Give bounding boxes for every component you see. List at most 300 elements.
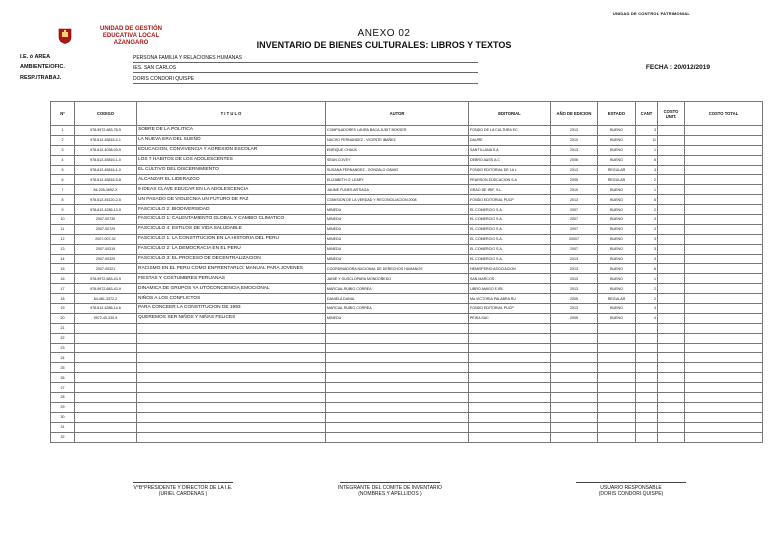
row-costo-unit <box>658 313 685 323</box>
row-cant <box>636 323 658 333</box>
row-anio <box>551 422 598 432</box>
row-autor <box>326 323 469 333</box>
row-titulo <box>137 393 326 403</box>
row-costo-total <box>685 383 763 393</box>
col-header-autor: AUTOR <box>326 102 469 126</box>
row-number: 23 <box>51 343 75 353</box>
row-number: 22 <box>51 333 75 343</box>
row-autor <box>326 422 469 432</box>
fecha-label: FECHA : 20/012/2019 <box>645 64 710 71</box>
row-number: 19 <box>51 304 75 314</box>
row-estado: BUENO <box>598 304 636 314</box>
row-number: 6 <box>51 175 75 185</box>
row-codigo: 2007-007-32 <box>75 234 137 244</box>
table-row <box>51 175 763 185</box>
row-number: 13 <box>51 244 75 254</box>
table-row <box>51 145 763 155</box>
row-costo-total <box>685 274 763 284</box>
row-number: 3 <box>51 145 75 155</box>
row-titulo: EL CULTIVO DEL DISCERNIMIENTO <box>137 165 326 175</box>
row-number: 16 <box>51 274 75 284</box>
table-row <box>51 215 763 225</box>
row-cant: 2 <box>636 175 658 185</box>
row-costo-total <box>685 432 763 442</box>
row-costo-total <box>685 323 763 333</box>
row-editorial <box>469 402 551 412</box>
row-autor <box>326 432 469 442</box>
row-codigo <box>75 323 137 333</box>
table-row <box>51 264 763 274</box>
row-estado: BUENO <box>598 145 636 155</box>
row-estado <box>598 383 636 393</box>
row-codigo: 9972-40-330-9 <box>75 313 137 323</box>
row-titulo: FASCICULO 1: LA CONSTITUCION EN LA HISTORIA DEL PERU <box>137 234 326 244</box>
row-editorial: SAN MARCOS <box>469 274 551 284</box>
row-anio: 2007 <box>551 205 598 215</box>
row-costo-total <box>685 343 763 353</box>
row-editorial: FONDO EDITORIAL PUCP <box>469 195 551 205</box>
row-cant: 2 <box>636 284 658 294</box>
table-row <box>51 254 763 264</box>
row-titulo <box>137 333 326 343</box>
row-costo-unit <box>658 165 685 175</box>
row-codigo <box>75 353 137 363</box>
row-editorial <box>469 383 551 393</box>
row-autor <box>326 412 469 422</box>
row-cant: 3 <box>636 234 658 244</box>
row-anio: 2013 <box>551 274 598 284</box>
table-row <box>51 383 763 393</box>
row-estado: REGULAR <box>598 175 636 185</box>
row-number: 8 <box>51 195 75 205</box>
row-titulo <box>137 422 326 432</box>
row-number: 7 <box>51 185 75 195</box>
responsable-label: RESP./TRABAJ. <box>20 75 62 81</box>
row-number: 1 <box>51 126 75 136</box>
row-editorial: HEMISFERIO ASOCIACION <box>469 264 551 274</box>
row-autor: COORDINADORA NACIONAL DE DERECHOS HUMANOS <box>326 264 469 274</box>
row-estado: REGULAR <box>598 165 636 175</box>
row-costo-total <box>685 393 763 403</box>
row-anio <box>551 343 598 353</box>
inventory-table <box>50 101 763 443</box>
row-number: 5 <box>51 165 75 175</box>
row-anio: 2013 <box>551 165 598 175</box>
row-anio: 2005 <box>551 175 598 185</box>
row-autor: COMISION DE LA VERDAD Y RECONCILIACION 2008 <box>326 195 469 205</box>
row-editorial: EL COMERCIO S.A. <box>469 224 551 234</box>
row-autor: NACHO FERNANDEZ - VICENTE IBAÑEZ <box>326 135 469 145</box>
row-costo-total <box>685 422 763 432</box>
row-cant: 3 <box>636 224 658 234</box>
row-estado <box>598 393 636 403</box>
row-cant <box>636 363 658 373</box>
row-titulo <box>137 343 326 353</box>
ie-value: PERSONA FAMILIA Y RELACIONES HUMANAS <box>133 55 478 63</box>
row-anio <box>551 393 598 403</box>
row-codigo: 978-9972-683-43-9 <box>75 284 137 294</box>
table-row <box>51 135 763 145</box>
row-number: 25 <box>51 363 75 373</box>
row-editorial <box>469 422 551 432</box>
row-editorial: EL COMERCIO S.A. <box>469 234 551 244</box>
row-anio <box>551 432 598 442</box>
row-estado: BUENO <box>598 126 636 136</box>
row-editorial: FONDO DE LA CULTURA EC <box>469 126 551 136</box>
row-estado: BUENO <box>598 264 636 274</box>
row-titulo <box>137 432 326 442</box>
row-costo-unit <box>658 343 685 353</box>
row-codigo <box>75 343 137 353</box>
row-titulo <box>137 373 326 383</box>
row-titulo: FASCICULO 2: LA DEMOCRACIA EN EL PERU <box>137 244 326 254</box>
row-codigo: 2007-00730 <box>75 215 137 225</box>
row-anio: 2010 <box>551 185 598 195</box>
row-editorial: EL COMERCIO S.A. <box>469 205 551 215</box>
row-anio: 2010 <box>551 135 598 145</box>
row-anio: 20007 <box>551 234 598 244</box>
row-editorial: FONDO EDITORIAL PUCP <box>469 304 551 314</box>
row-codigo <box>75 383 137 393</box>
row-costo-unit <box>658 205 685 215</box>
row-number: 32 <box>51 432 75 442</box>
logo-line-2: EDUCATIVA LOCAL <box>102 33 160 39</box>
annex-title: ANEXO 02 <box>357 28 411 39</box>
row-autor: SUSANA FERNANDEZ - GONZALO GAMIO <box>326 165 469 175</box>
responsable-value: DORIS CONDORI QUISPE <box>133 76 478 84</box>
row-anio: 2013 <box>551 145 598 155</box>
row-editorial: GRAO DE IRIF, S.L. <box>469 185 551 195</box>
row-number: 12 <box>51 234 75 244</box>
table-row <box>51 333 763 343</box>
row-estado <box>598 422 636 432</box>
row-costo-total <box>685 402 763 412</box>
row-number: 28 <box>51 393 75 403</box>
row-costo-total <box>685 254 763 264</box>
table-row <box>51 284 763 294</box>
logo-line-3: AZANGARO <box>113 40 149 46</box>
row-anio: 2013 <box>551 304 598 314</box>
row-editorial: Ma VICTORIA PALABRA RU <box>469 294 551 304</box>
row-anio: 2007 <box>551 244 598 254</box>
row-costo-unit <box>658 363 685 373</box>
row-estado <box>598 432 636 442</box>
row-costo-unit <box>658 373 685 383</box>
row-costo-unit <box>658 323 685 333</box>
col-header-costo-total: COSTO TOTAL <box>685 102 763 126</box>
row-titulo: NIÑOS A LOS CONFLICTOS <box>137 294 326 304</box>
row-titulo <box>137 353 326 363</box>
row-costo-total <box>685 304 763 314</box>
signature-usuario <box>566 482 696 497</box>
row-autor: JAUME FUNES ARTIAGA <box>326 185 469 195</box>
row-anio <box>551 402 598 412</box>
col-header-num: Nº <box>51 102 75 126</box>
row-cant <box>636 333 658 343</box>
row-costo-unit <box>658 244 685 254</box>
row-editorial: LIBRO AMIGO E.IRL <box>469 284 551 294</box>
row-estado: BUENO <box>598 313 636 323</box>
row-estado <box>598 412 636 422</box>
row-autor: MINEDU <box>326 215 469 225</box>
row-cant: 6 <box>636 264 658 274</box>
row-number: 24 <box>51 353 75 363</box>
row-anio: 2006 <box>551 155 598 165</box>
row-anio <box>551 363 598 373</box>
row-editorial: FONDO EDITORIAL DE LA L <box>469 165 551 175</box>
row-codigo: 84-205-3692-X <box>75 185 137 195</box>
row-number: 26 <box>51 373 75 383</box>
row-cant: 6 <box>636 195 658 205</box>
row-cant <box>636 383 658 393</box>
row-editorial: EL COMERCIO S.A. <box>469 215 551 225</box>
row-titulo: 9 IDEAS CLAVE EDUCAR EN LA ADOLESCENCIA <box>137 185 326 195</box>
table-row <box>51 165 763 175</box>
row-autor <box>326 353 469 363</box>
row-anio <box>551 333 598 343</box>
row-costo-total <box>685 165 763 175</box>
row-cant <box>636 422 658 432</box>
row-titulo: LOS 7 HABITOS DE LOS ADOLESCENTES <box>137 155 326 165</box>
table-row <box>51 432 763 442</box>
row-editorial <box>469 323 551 333</box>
row-costo-total <box>685 313 763 323</box>
row-editorial <box>469 353 551 363</box>
signature-comite <box>320 482 460 497</box>
row-editorial: SANTILLANA S.A <box>469 145 551 155</box>
row-estado <box>598 343 636 353</box>
row-estado: BUENO <box>598 155 636 165</box>
row-cant: 11 <box>636 135 658 145</box>
row-costo-total <box>685 175 763 185</box>
row-anio: 2013 <box>551 126 598 136</box>
row-cant: 4 <box>636 304 658 314</box>
row-costo-total <box>685 195 763 205</box>
row-autor: MARCIAL RUBIO CORREA <box>326 284 469 294</box>
row-anio <box>551 383 598 393</box>
row-costo-total <box>685 145 763 155</box>
row-titulo: FASCICULO 2: BIODIVERSIDAD <box>137 205 326 215</box>
row-codigo: 2007-00319 <box>75 244 137 254</box>
row-titulo: EDUCACION, CONVIVENCIA Y AGRESION ESCOLAR <box>137 145 326 155</box>
row-anio: 2013 <box>551 264 598 274</box>
row-cant: 3 <box>636 254 658 264</box>
row-number: 4 <box>51 155 75 165</box>
row-cant <box>636 402 658 412</box>
row-anio: 2005 <box>551 294 598 304</box>
row-costo-total <box>685 333 763 343</box>
row-anio: 2005 <box>551 313 598 323</box>
table-row <box>51 224 763 234</box>
unit-label: UNIDAD DE CONTROL PATRIMONIAL <box>612 11 690 16</box>
row-codigo <box>75 412 137 422</box>
row-titulo: LA NUEVA ERA DEL SUEÑO <box>137 135 326 145</box>
row-titulo <box>137 402 326 412</box>
row-number: 31 <box>51 422 75 432</box>
row-costo-unit <box>658 274 685 284</box>
logo-line-1: UNIDAD DE GESTIÓN <box>99 26 162 32</box>
row-codigo <box>75 373 137 383</box>
row-titulo <box>137 363 326 373</box>
row-editorial: EL COMERCIO S.A. <box>469 244 551 254</box>
row-autor <box>326 383 469 393</box>
row-costo-unit <box>658 304 685 314</box>
row-number: 15 <box>51 264 75 274</box>
row-cant <box>636 412 658 422</box>
signature-comite-title: INTEGRANTE DEL COMITE DE INVENTARIO <box>338 485 442 491</box>
table-row <box>51 155 763 165</box>
row-costo-unit <box>658 294 685 304</box>
row-number: 2 <box>51 135 75 145</box>
col-header-cant: CANT <box>636 102 658 126</box>
row-estado: BUENO <box>598 234 636 244</box>
table-row <box>51 363 763 373</box>
row-number: 29 <box>51 402 75 412</box>
row-estado <box>598 353 636 363</box>
row-estado: REGULAR <box>598 294 636 304</box>
row-codigo <box>75 402 137 412</box>
table-row <box>51 412 763 422</box>
row-titulo: SOBRE DE LA POLITICA <box>137 126 326 136</box>
col-header-codigo: CODIGO <box>75 102 137 126</box>
row-costo-total <box>685 373 763 383</box>
row-autor: JANIE Y GUSCLOPARA MONDOÑEDO <box>326 274 469 284</box>
row-codigo: 978-612-4286-13-9 <box>75 205 137 215</box>
row-number: 20 <box>51 313 75 323</box>
row-titulo: FIESTAS Y COSTUMBRES PERUANAS <box>137 274 326 284</box>
row-costo-unit <box>658 412 685 422</box>
table-row <box>51 126 763 136</box>
row-cant: 1 <box>636 145 658 155</box>
row-costo-unit <box>658 284 685 294</box>
row-estado <box>598 373 636 383</box>
row-estado <box>598 363 636 373</box>
row-estado: BUENO <box>598 284 636 294</box>
row-codigo: 978-612-4286-14-6 <box>75 304 137 314</box>
row-titulo: DINAMICA DE GRUPOS YA UTOCONCIENCIA EMOCIONAL <box>137 284 326 294</box>
table-row <box>51 195 763 205</box>
row-costo-total <box>685 224 763 234</box>
row-titulo: QUEREMOS SER NIÑOS Y NIÑAS FELICES <box>137 313 326 323</box>
row-editorial <box>469 363 551 373</box>
row-codigo: 2007-00729 <box>75 224 137 234</box>
row-costo-unit <box>658 224 685 234</box>
row-autor: SEAN COVEY <box>326 155 469 165</box>
row-costo-unit <box>658 264 685 274</box>
row-costo-total <box>685 234 763 244</box>
table-row <box>51 353 763 363</box>
row-costo-total <box>685 215 763 225</box>
row-autor: ENRIQUE CHAUX <box>326 145 469 155</box>
row-cant <box>636 432 658 442</box>
table-row <box>51 205 763 215</box>
row-editorial: PEARSON EUDCACION S.A <box>469 175 551 185</box>
signature-usuario-name: (DORIS CONDORI QUISPE) <box>598 491 664 497</box>
row-editorial: PEISA SAC <box>469 313 551 323</box>
row-codigo: 84-481-3372-2 <box>75 294 137 304</box>
row-costo-total <box>685 412 763 422</box>
col-header-estado: ESTADO <box>598 102 636 126</box>
row-titulo: RACISMO EN EL PERU COMO ENFRENTARLO: MANUAL PARA JOVENES <box>137 264 326 274</box>
row-costo-unit <box>658 254 685 264</box>
row-number: 10 <box>51 215 75 225</box>
row-costo-unit <box>658 422 685 432</box>
row-number: 21 <box>51 323 75 333</box>
table-row <box>51 343 763 353</box>
row-anio <box>551 373 598 383</box>
row-autor: COMPILADORES LAURA BACA JUDIT BOKSER <box>326 126 469 136</box>
row-estado <box>598 323 636 333</box>
table-row <box>51 402 763 412</box>
row-codigo <box>75 393 137 403</box>
row-estado: BUENO <box>598 205 636 215</box>
row-autor: MINEDU <box>326 205 469 215</box>
ambiente-label: AMBIENTE/OFIC. <box>20 64 65 70</box>
row-cant: 4 <box>636 313 658 323</box>
row-estado <box>598 333 636 343</box>
row-autor <box>326 363 469 373</box>
row-cant: 3 <box>636 126 658 136</box>
table-row <box>51 304 763 314</box>
row-codigo: 978-612-45816-5-8 <box>75 175 137 185</box>
row-estado <box>598 402 636 412</box>
row-titulo <box>137 323 326 333</box>
row-editorial <box>469 412 551 422</box>
row-number: 17 <box>51 284 75 294</box>
signature-director-name: (URIEL CARDENAS ) <box>158 491 208 497</box>
signature-usuario-title: USUARIO RESPONSABLE <box>600 485 662 491</box>
row-codigo: 978-612-4038-03-9 <box>75 145 137 155</box>
row-titulo: PARA CONCEER LA CONSTITUCION DE 1993 <box>137 304 326 314</box>
row-codigo <box>75 432 137 442</box>
row-number: 11 <box>51 224 75 234</box>
row-cant: 3 <box>636 215 658 225</box>
row-costo-unit <box>658 432 685 442</box>
row-autor: MINEDU <box>326 234 469 244</box>
row-titulo: FASCICULO 1: CALENTAMIENTO GLOBAL Y CAMBIO CLIMATICO <box>137 215 326 225</box>
row-estado: BUENO <box>598 215 636 225</box>
col-header-anio: AÑO DE EDICION <box>551 102 598 126</box>
table-row <box>51 294 763 304</box>
table-row <box>51 185 763 195</box>
row-cant <box>636 343 658 353</box>
row-anio <box>551 412 598 422</box>
row-costo-total <box>685 363 763 373</box>
row-autor: MARCIAL RUBIO CORREA <box>326 304 469 314</box>
row-cant: 3 <box>636 244 658 254</box>
row-codigo: 978-9972-683-43-9 <box>75 274 137 284</box>
table-row <box>51 373 763 383</box>
row-estado: BUENO <box>598 135 636 145</box>
row-costo-total <box>685 205 763 215</box>
row-codigo: 978-612-45816-4-1 <box>75 135 137 145</box>
row-costo-unit <box>658 383 685 393</box>
row-estado: BUENO <box>598 244 636 254</box>
row-editorial <box>469 373 551 383</box>
row-costo-total <box>685 294 763 304</box>
row-codigo <box>75 422 137 432</box>
row-autor <box>326 333 469 343</box>
row-cant <box>636 393 658 403</box>
row-cant: 2 <box>636 294 658 304</box>
row-anio <box>551 353 598 363</box>
row-titulo: ALCANZAR EL LIDERAZGO <box>137 175 326 185</box>
row-costo-unit <box>658 135 685 145</box>
row-costo-total <box>685 353 763 363</box>
row-number: 9 <box>51 205 75 215</box>
row-titulo: FASCICULO 3: EL PROCESO DE DECENTRALIZACION <box>137 254 326 264</box>
row-editorial <box>469 432 551 442</box>
